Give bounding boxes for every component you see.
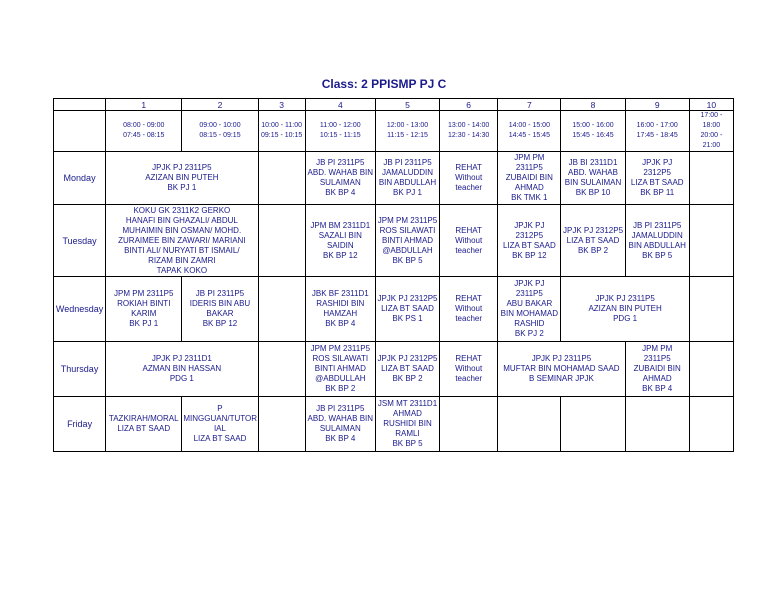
cell-line: 15:45 - 16:45 bbox=[572, 132, 614, 139]
cell-line: HANAFI BIN GHAZALI/ ABDUL bbox=[125, 215, 238, 225]
cell-line: JPM PM bbox=[514, 153, 545, 162]
cell-line: BK TMK 1 bbox=[511, 193, 548, 202]
class-cell bbox=[305, 397, 375, 452]
cell-line: 09:00 - 10:00 bbox=[199, 122, 241, 129]
period-number: 3 bbox=[258, 99, 305, 111]
class-cell bbox=[561, 205, 625, 277]
cell-line: 20:00 - bbox=[700, 132, 723, 139]
cell-line: JPM PM 2311P5 bbox=[377, 215, 438, 225]
corner-cell bbox=[54, 99, 106, 111]
cell-line: JPJK PJ 2312P5 bbox=[377, 354, 438, 363]
page-title: Class: 2 PPISMP PJ C bbox=[321, 77, 447, 91]
cell-line: IAL bbox=[213, 424, 226, 433]
cell-line: BK PJ 1 bbox=[129, 319, 159, 328]
cell-line: LIZA BT SAAD bbox=[117, 424, 171, 433]
empty-cell bbox=[689, 152, 733, 205]
cell-line: 12:30 - 14:30 bbox=[448, 132, 490, 139]
cell-line: PDG 1 bbox=[613, 314, 638, 323]
cell-line: 10:15 - 11:15 bbox=[319, 132, 361, 139]
cell-line: BK PJ 2 bbox=[514, 329, 544, 338]
cell-line: ZURAIMEE BIN ZAWARI/ MARIANI bbox=[118, 235, 246, 245]
cell-line: MUHAIMIN BIN OSMAN/ MOHD. bbox=[122, 225, 242, 235]
cell-line: SAIDIN bbox=[326, 240, 354, 250]
cell-line: 16:00 - 17:00 bbox=[636, 122, 678, 129]
cell-line: BK BP 4 bbox=[325, 434, 356, 443]
class-cell bbox=[625, 152, 689, 205]
period-number-row bbox=[54, 99, 734, 111]
cell-line: ABD. WAHAB BIN bbox=[307, 414, 374, 423]
period-number: 4 bbox=[305, 99, 375, 111]
empty-cell bbox=[440, 397, 498, 452]
class-cell bbox=[498, 277, 561, 342]
cell-line: JB PI 2311P5 bbox=[633, 220, 682, 230]
cell-line: RUSHIDI BIN bbox=[383, 419, 432, 428]
cell-line: JPM BM 2311D1 bbox=[310, 220, 371, 230]
cell-line: JBK BF 2311D1 bbox=[311, 289, 369, 298]
period-time bbox=[498, 111, 561, 152]
day-row-friday bbox=[54, 397, 734, 452]
class-cell bbox=[106, 205, 258, 277]
cell-line: LIZA BT SAAD bbox=[630, 178, 684, 187]
break-cell bbox=[440, 277, 498, 342]
cell-line: @ABDULLAH bbox=[315, 374, 366, 383]
cell-line: RAMLI bbox=[395, 429, 420, 438]
period-time bbox=[258, 111, 305, 152]
cell-line: BK BP 5 bbox=[392, 439, 423, 448]
class-cell bbox=[305, 277, 375, 342]
cell-line: AZIZAN BIN PUTEH bbox=[145, 173, 219, 182]
cell-line: JPJK PJ bbox=[514, 279, 545, 288]
class-cell bbox=[498, 205, 561, 277]
cell-line: 2312P5 bbox=[515, 230, 544, 240]
day-label: Monday bbox=[54, 152, 106, 205]
cell-line: BIN MOHAMAD bbox=[500, 309, 558, 318]
cell-line: BK BP 2 bbox=[325, 384, 356, 393]
cell-line: JPM PM 2311P5 bbox=[114, 289, 174, 298]
cell-line: REHAT bbox=[455, 294, 482, 303]
corner-cell bbox=[54, 111, 106, 152]
cell-line: JSM MT 2311D1 bbox=[377, 399, 438, 408]
cell-line: BK PS 1 bbox=[392, 314, 423, 323]
cell-line: LIZA BT SAAD bbox=[502, 240, 556, 250]
day-label: Tuesday bbox=[54, 205, 106, 277]
period-time bbox=[689, 111, 733, 152]
cell-line: 21:00 bbox=[702, 142, 721, 149]
day-label: Thursday bbox=[54, 342, 106, 397]
empty-cell bbox=[625, 397, 689, 452]
cell-line: RASHID bbox=[514, 319, 545, 328]
cell-line: JAMALUDDIN bbox=[381, 168, 434, 177]
cell-line: BK BP 11 bbox=[640, 188, 675, 197]
cell-line: BK BP 12 bbox=[323, 250, 358, 260]
cell-line: JB PI 2311P5 bbox=[316, 404, 365, 413]
cell-line: ZUBAIDI BIN bbox=[505, 173, 553, 182]
cell-line: P bbox=[217, 404, 223, 413]
cell-line: teacher bbox=[455, 245, 483, 255]
break-cell bbox=[440, 152, 498, 205]
cell-line: SULAIMAN bbox=[319, 424, 361, 433]
cell-line: REHAT bbox=[455, 163, 482, 172]
day-row-wednesday bbox=[54, 277, 734, 342]
class-cell bbox=[305, 152, 375, 205]
cell-line: JPJK PJ 2311P5 bbox=[152, 163, 212, 172]
day-label: Friday bbox=[54, 397, 106, 452]
cell-line: ABD. WAHAB bbox=[568, 168, 618, 177]
cell-line: 07:45 - 08:15 bbox=[123, 132, 165, 139]
empty-cell bbox=[689, 205, 733, 277]
cell-line: ABD. WAHAB BIN bbox=[307, 168, 374, 177]
class-cell bbox=[182, 277, 258, 342]
cell-line: JPJK PJ 2311D1 bbox=[151, 354, 212, 363]
class-cell bbox=[375, 397, 439, 452]
cell-line: BK BP 10 bbox=[575, 188, 611, 197]
cell-line: Without bbox=[455, 173, 483, 182]
cell-line: @ABDULLAH bbox=[382, 245, 433, 255]
cell-line: 2311P5 bbox=[515, 163, 543, 172]
empty-cell bbox=[561, 397, 625, 452]
break-cell bbox=[440, 342, 498, 397]
cell-line: BINTI AHMAD bbox=[314, 364, 366, 373]
class-cell bbox=[106, 397, 182, 452]
cell-line: PDG 1 bbox=[169, 374, 194, 383]
period-time bbox=[305, 111, 375, 152]
cell-line: JB BI 2311D1 bbox=[568, 158, 618, 167]
cell-line: RASHIDI BIN bbox=[316, 299, 365, 308]
cell-line: LIZA BT SAAD bbox=[566, 235, 620, 245]
cell-line: BAKAR bbox=[206, 309, 234, 318]
cell-line: ROKIAH BINTI bbox=[117, 299, 171, 308]
period-number: 7 bbox=[498, 99, 561, 111]
cell-line: JPJK PJ 2311P5 bbox=[595, 294, 655, 303]
cell-line: BINTI AHMAD bbox=[381, 235, 434, 245]
cell-line: JPJK PJ 2312P5 bbox=[562, 225, 624, 235]
cell-line: Without bbox=[455, 304, 483, 313]
cell-line: JPM PM 2311P5 bbox=[310, 344, 371, 353]
cell-line: LIZA BT SAAD bbox=[381, 304, 434, 313]
class-cell bbox=[375, 342, 439, 397]
class-cell bbox=[625, 342, 689, 397]
cell-line: 17:00 - bbox=[700, 112, 723, 119]
cell-line: MINGGUAN/TUTOR bbox=[183, 414, 257, 423]
period-number: 6 bbox=[440, 99, 498, 111]
cell-line: 10:00 - 11:00 bbox=[261, 122, 303, 129]
cell-line: 11:15 - 12:15 bbox=[387, 132, 428, 139]
cell-line: KOKU GK 2311K2 GERKO bbox=[133, 205, 231, 215]
cell-line: ROS SILAWATI bbox=[312, 354, 369, 363]
cell-line: JB PI 2311P5 bbox=[195, 289, 245, 298]
empty-cell bbox=[689, 397, 733, 452]
cell-line: BK BP 2 bbox=[577, 245, 609, 255]
cell-line: 08:00 - 09:00 bbox=[123, 122, 165, 129]
cell-line: JPJK PJ bbox=[514, 220, 545, 230]
cell-line: AZMAN BIN HASSAN bbox=[142, 364, 222, 373]
cell-line: BK PJ 1 bbox=[167, 183, 197, 192]
cell-line: BK BP 5 bbox=[642, 250, 673, 260]
cell-line: BIN ABDULLAH bbox=[628, 240, 686, 250]
cell-line: 11:00 - 12:00 bbox=[319, 122, 361, 129]
cell-line: BK BP 12 bbox=[202, 319, 238, 328]
empty-cell bbox=[689, 342, 733, 397]
empty-cell bbox=[689, 277, 733, 342]
period-number: 1 bbox=[106, 99, 182, 111]
period-number: 9 bbox=[625, 99, 689, 111]
break-cell bbox=[440, 205, 498, 277]
cell-line: JB PI 2311P5 bbox=[316, 158, 365, 167]
cell-line: 17:45 - 18:45 bbox=[636, 132, 678, 139]
period-time bbox=[375, 111, 439, 152]
timetable bbox=[53, 98, 734, 452]
cell-line: BK BP 4 bbox=[325, 188, 356, 197]
cell-line: AZIZAN BIN PUTEH bbox=[588, 304, 662, 313]
class-cell bbox=[106, 277, 182, 342]
period-number: 10 bbox=[689, 99, 733, 111]
cell-line: AHMAD bbox=[514, 183, 544, 192]
class-cell bbox=[375, 205, 439, 277]
cell-line: BK BP 4 bbox=[642, 384, 673, 393]
cell-line: IDERIS BIN ABU bbox=[189, 299, 251, 308]
period-time bbox=[561, 111, 625, 152]
cell-line: REHAT bbox=[455, 354, 482, 363]
class-cell bbox=[561, 152, 625, 205]
cell-line: BK BP 12 bbox=[512, 250, 547, 260]
cell-line: LIZA BT SAAD bbox=[381, 364, 434, 373]
class-cell bbox=[106, 152, 258, 205]
cell-line: 18:00 bbox=[702, 122, 721, 129]
cell-line: ROS SILAWATI bbox=[379, 225, 436, 235]
empty-cell bbox=[258, 397, 305, 452]
cell-line: AHMAD bbox=[642, 374, 672, 383]
cell-line: JPJK PJ 2311P5 bbox=[531, 354, 592, 363]
class-cell bbox=[561, 277, 689, 342]
cell-line: BK BP 5 bbox=[392, 255, 423, 265]
empty-cell bbox=[258, 205, 305, 277]
cell-line: RIZAM BIN ZAMRI bbox=[148, 255, 216, 265]
empty-cell bbox=[258, 152, 305, 205]
cell-line: 15:00 - 16:00 bbox=[572, 122, 614, 129]
day-row-monday bbox=[54, 152, 734, 205]
cell-line: BINTI ALI/ NURYATI BT ISMAIL/ bbox=[124, 245, 240, 255]
class-cell bbox=[498, 342, 625, 397]
cell-line: SULAIMAN bbox=[319, 178, 361, 187]
empty-cell bbox=[498, 397, 561, 452]
cell-line: TAZKIRAH/MORAL bbox=[108, 414, 179, 423]
period-time bbox=[440, 111, 498, 152]
cell-line: BIN SULAIMAN bbox=[564, 178, 622, 187]
cell-line: REHAT bbox=[455, 225, 482, 235]
cell-line: KARIM bbox=[131, 309, 157, 318]
cell-line: SAZALI BIN bbox=[318, 230, 362, 240]
cell-line: LIZA BT SAAD bbox=[193, 434, 247, 443]
cell-line: AHMAD bbox=[393, 409, 422, 418]
day-label: Wednesday bbox=[54, 277, 106, 342]
class-cell bbox=[305, 205, 375, 277]
cell-line: Without bbox=[455, 235, 483, 245]
class-cell bbox=[106, 342, 258, 397]
cell-line: BIN ABDULLAH bbox=[378, 178, 437, 187]
cell-line: 13:00 - 14:00 bbox=[448, 122, 490, 129]
cell-line: Without bbox=[455, 364, 483, 373]
cell-line: JAMALUDDIN bbox=[631, 230, 683, 240]
class-cell bbox=[375, 152, 439, 205]
empty-cell bbox=[258, 342, 305, 397]
period-time bbox=[625, 111, 689, 152]
cell-line: 2311P5 bbox=[515, 289, 543, 298]
cell-line: MUFTAR BIN MOHAMAD SAAD bbox=[503, 364, 620, 373]
cell-line: 09:15 - 10:15 bbox=[261, 132, 303, 139]
cell-line: B SEMINAR JPJK bbox=[528, 374, 594, 383]
class-cell bbox=[375, 277, 439, 342]
day-row-tuesday bbox=[54, 205, 734, 277]
cell-line: JPM PM bbox=[642, 344, 673, 353]
cell-line: BK PJ 1 bbox=[393, 188, 422, 197]
period-time bbox=[182, 111, 258, 152]
cell-line: teacher bbox=[455, 374, 483, 383]
cell-line: teacher bbox=[455, 183, 483, 192]
cell-line: 12:00 - 13:00 bbox=[386, 122, 429, 129]
cell-line: HAMZAH bbox=[323, 309, 358, 318]
cell-line: 2311P5 bbox=[643, 354, 671, 363]
cell-line: 14:00 - 15:00 bbox=[508, 122, 550, 129]
class-cell bbox=[305, 342, 375, 397]
period-number: 8 bbox=[561, 99, 625, 111]
cell-line: ZUBAIDI BIN bbox=[633, 364, 681, 373]
cell-line: BK BP 4 bbox=[325, 319, 356, 328]
class-cell bbox=[498, 152, 561, 205]
cell-line: 2312P5 bbox=[643, 168, 671, 177]
cell-line: teacher bbox=[455, 314, 483, 323]
period-number: 2 bbox=[182, 99, 258, 111]
cell-line: TAPAK KOKO bbox=[156, 265, 208, 275]
class-cell bbox=[625, 205, 689, 277]
cell-line: BK BP 2 bbox=[392, 374, 423, 383]
cell-line: JPJK PJ 2312P5 bbox=[377, 294, 438, 303]
period-number: 5 bbox=[375, 99, 439, 111]
cell-line: JPJK PJ bbox=[642, 158, 673, 167]
cell-line: 14:45 - 15:45 bbox=[508, 132, 550, 139]
cell-line: ABU BAKAR bbox=[506, 299, 553, 308]
day-row-thursday bbox=[54, 342, 734, 397]
empty-cell bbox=[258, 277, 305, 342]
period-time-row bbox=[54, 111, 734, 152]
cell-line: JB PI 2311P5 bbox=[383, 158, 432, 167]
class-cell bbox=[182, 397, 258, 452]
cell-line: 08:15 - 09:15 bbox=[199, 132, 241, 139]
period-time bbox=[106, 111, 182, 152]
